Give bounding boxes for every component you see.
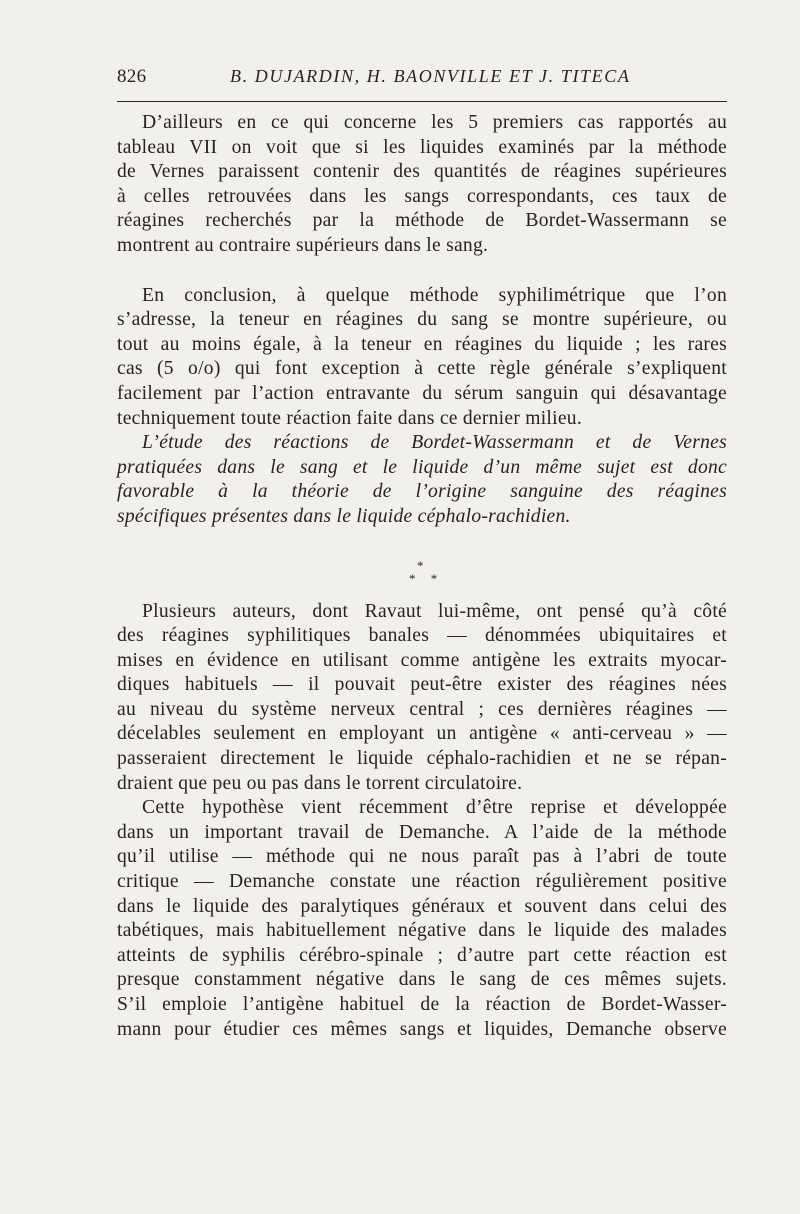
text-line: techniquement toute réaction faite dans ce dernier milieu. bbox=[117, 407, 582, 429]
text-line: qu’il utilise — méthode qui ne nous paraît pas à l’abri de toute bbox=[117, 846, 727, 868]
paragraph-2 bbox=[117, 284, 727, 432]
paragraph-4 bbox=[117, 600, 727, 797]
text-line: Plusieurs auteurs, dont Ravaut lui-même, ont pensé qu’à côté bbox=[142, 600, 727, 622]
text-line: s’adresse, la teneur en réagines du sang se montre supérieure, ou bbox=[117, 309, 727, 331]
text-line: atteints de syphilis cérébro-spinale ; d’autre part cette réaction est bbox=[117, 944, 727, 966]
text-line: critique — Demanche constate une réaction régulièrement positive bbox=[117, 871, 727, 893]
text-line: spécifiques présentes dans le liquide céphalo-rachidien. bbox=[117, 505, 571, 527]
text-line: tout au moins égale, à la teneur en réagines du liquide ; les rares bbox=[117, 333, 727, 355]
paragraph-5 bbox=[117, 796, 727, 1042]
header-rule bbox=[117, 101, 727, 102]
paragraph-3-italic bbox=[117, 431, 727, 529]
text-line: S’il emploie l’antigène habituel de la réaction de Bordet-Wasser- bbox=[117, 994, 727, 1015]
text-line: En conclusion, à quelque méthode syphilimétrique que l’on bbox=[142, 284, 727, 306]
text-line: passeraient directement le liquide céphalo-rachidien et ne se répan- bbox=[117, 748, 727, 770]
text-line: D’ailleurs en ce qui concerne les 5 premiers cas rapportés au bbox=[142, 112, 727, 133]
text-line: presque constamment négative dans le sang de ces mêmes sujets. bbox=[117, 969, 727, 991]
text-line: favorable à la théorie de l’origine sanguine des réagines bbox=[117, 481, 727, 503]
text-line: tabétiques, mais habituellement négative dans le liquide des malades bbox=[117, 920, 727, 942]
text-line: montrent au contraire supérieurs dans le sang. bbox=[117, 234, 489, 256]
page-header bbox=[117, 66, 727, 90]
text-line: facilement par l’action entravante du sérum sanguin qui désavantage bbox=[117, 382, 727, 404]
text-line: mann pour étudier ces mêmes sangs et liquides, Demanche observe bbox=[117, 1018, 727, 1040]
text-line: Cette hypothèse vient récemment d’être reprise et développée bbox=[142, 797, 727, 819]
asterism-bottom: * * bbox=[409, 570, 444, 586]
text-line: de Vernes paraissent contenir des quantités de réagines supérieures bbox=[117, 161, 727, 183]
text-line: réagines recherchés par la méthode de Bordet-Wassermann se bbox=[117, 210, 727, 232]
text-line: au niveau du système nerveux central ; ces dernières réagines — bbox=[117, 698, 727, 720]
asterism-top: * bbox=[417, 557, 424, 573]
text-line: pratiquées dans le sang et le liquide d’un même sujet est donc bbox=[117, 456, 727, 478]
page-number: 826 bbox=[117, 66, 147, 87]
text-line: dans le liquide des paralytiques généraux et souvent dans celui des bbox=[117, 895, 727, 917]
paragraph-1 bbox=[117, 111, 727, 259]
text-line: draient que peu ou pas dans le torrent circulatoire. bbox=[117, 772, 523, 794]
text-line: décelables seulement en employant un antigène « anti-cerveau » — bbox=[117, 723, 727, 745]
text-line: diques habituels — il pouvait peut-être exister des réagines nées bbox=[117, 674, 727, 696]
text-line: tableau VII on voit que si les liquides examinés par la méthode bbox=[117, 136, 727, 158]
running-head: B. DUJARDIN, H. BAONVILLE ET J. TITECA bbox=[230, 66, 631, 86]
section-separator bbox=[117, 530, 727, 600]
paragraph-gap bbox=[117, 259, 727, 284]
text-line: mises en évidence en utilisant comme antigène les extraits myocar- bbox=[117, 649, 727, 671]
text-line: des réagines syphilitiques banales — dénommées ubiquitaires et bbox=[117, 625, 727, 647]
text-line: dans un important travail de Demanche. A l’aide de la méthode bbox=[117, 821, 727, 843]
text-line: à celles retrouvées dans les sangs correspondants, ces taux de bbox=[117, 185, 727, 207]
text-line: cas (5 o/o) qui font exception à cette règle générale s’expliquent bbox=[117, 358, 727, 380]
text-line: L’étude des réactions de Bordet-Wassermann et de Vernes bbox=[142, 432, 727, 454]
body-text bbox=[117, 111, 727, 1042]
